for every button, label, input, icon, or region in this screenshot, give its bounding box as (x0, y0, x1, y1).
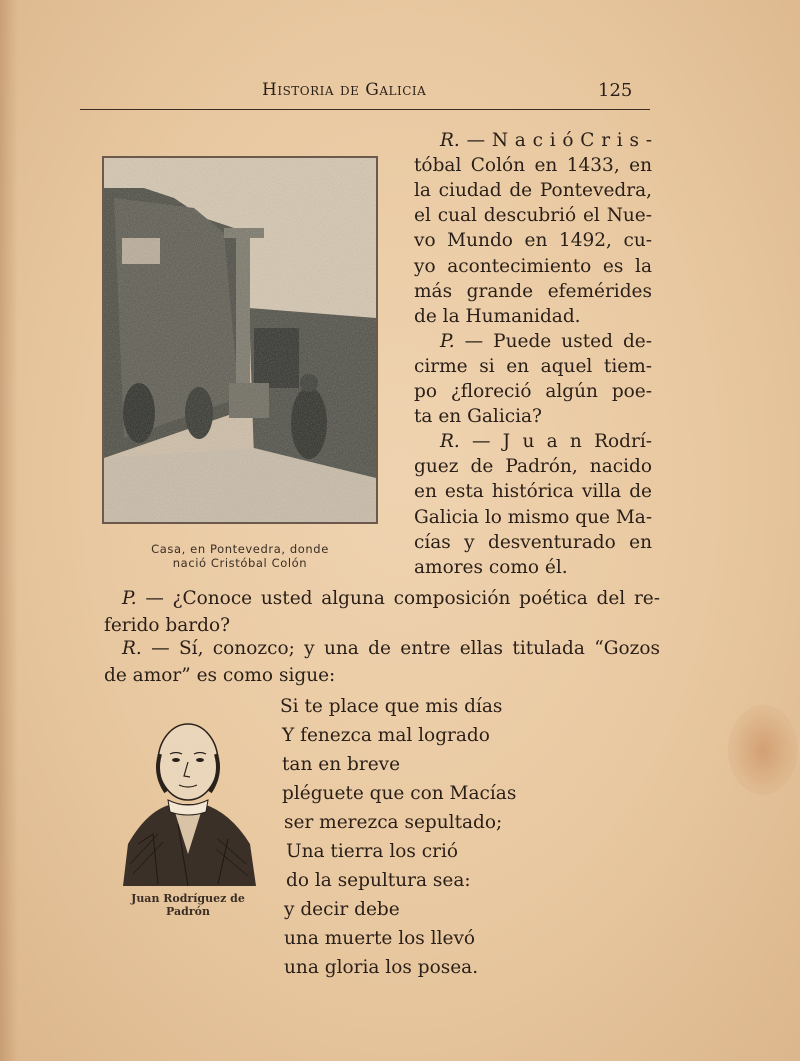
line-text: — N a c i ó C r i s - (459, 130, 652, 151)
column-text-line (414, 355, 652, 377)
page-edge-shadow (0, 0, 18, 1061)
poem-line: Si te place que mis días (280, 696, 503, 717)
poem-line: pléguete que con Macías (282, 783, 517, 804)
paper-stain (728, 705, 798, 795)
column-text-line (414, 157, 652, 176)
column-text-line (440, 433, 652, 452)
poem-line: una muerte los llevó (284, 928, 476, 949)
body-text-line (104, 617, 230, 636)
speaker-prefix: P. (122, 588, 137, 609)
line-text: — J u a n Rodrí- (459, 431, 652, 453)
column-text-line (414, 483, 652, 502)
speaker-prefix: R. (440, 130, 460, 151)
poem-line: tan en breve (282, 754, 401, 775)
portrait-caption-line2: Padrón (166, 905, 210, 918)
line-text: la ciudad de Pontevedra, (414, 180, 652, 202)
body-text-line (104, 667, 335, 686)
column-text-line (414, 280, 652, 302)
body-text-line (122, 640, 660, 659)
column-text-line (414, 458, 652, 477)
line-text: cirme si en aquel tiem- (414, 355, 652, 377)
column-text-line (414, 531, 652, 553)
speaker-prefix: P. (440, 330, 455, 352)
column-text-line (414, 383, 652, 402)
column-text-line (414, 207, 652, 226)
column-text-line (414, 255, 652, 277)
speaker-prefix: R. (122, 638, 142, 659)
poem-line: Una tierra los crió (286, 841, 459, 862)
house-photograph (102, 156, 378, 524)
line-text: — Sí, conozco; y una de entre ellas titulada “Gozos (141, 638, 660, 659)
running-header-title: Historia de Galicia (262, 80, 427, 100)
line-text: po ¿floreció algún poe- (414, 381, 652, 402)
speaker-prefix: R. (440, 431, 460, 453)
line-text: ta en Galicia? (414, 406, 542, 428)
poem-line: do la sepultura sea: (286, 870, 471, 891)
line-text: de amor” es como sigue: (104, 665, 336, 686)
line-text: más grande efemérides (414, 280, 652, 302)
column-text-line (414, 506, 653, 528)
header-rule (80, 109, 650, 110)
column-text-line (414, 305, 581, 327)
column-text-line (440, 330, 652, 352)
house-caption-line2: nació Cristóbal Colón (172, 556, 308, 570)
column-text-line (414, 182, 652, 201)
page-number: 125 (598, 80, 633, 101)
line-text: amores como él. (414, 556, 568, 578)
line-text: yo acontecimiento es la (414, 255, 652, 277)
portrait-engraving (118, 714, 258, 886)
column-text-line (414, 556, 568, 578)
column-text-line (414, 232, 652, 251)
poem-line: y decir debe (284, 899, 400, 920)
column-text-line (414, 408, 542, 427)
poem-line: ser merezca sepultado; (284, 812, 503, 833)
poem-line: una gloria los posea. (284, 957, 479, 978)
line-text: vo Mundo en 1492, cu- (414, 230, 652, 252)
body-text-line (122, 590, 660, 609)
line-text: Galicia lo mismo que Ma- (414, 506, 653, 528)
line-text: guez de Padrón, nacido (414, 456, 652, 478)
line-text: el cual descubrió el Nue- (414, 205, 652, 227)
line-text: — Puede usted de- (454, 330, 652, 352)
poem-line: Y fenezca mal logrado (282, 725, 490, 746)
line-text: — ¿Conoce usted alguna composición poética del re- (136, 588, 660, 609)
house-caption-line1: Casa, en Pontevedra, donde (151, 542, 329, 556)
line-text: de la Humanidad. (414, 305, 581, 327)
line-text: en esta histórica villa de (414, 481, 652, 503)
column-text-line (440, 132, 652, 151)
portrait-caption-line1: Juan Rodríguez de (131, 892, 245, 905)
line-text: ferido bardo? (104, 615, 231, 636)
line-text: cías y desventurado en (414, 531, 652, 553)
line-text: tóbal Colón en 1433, en (414, 155, 652, 177)
